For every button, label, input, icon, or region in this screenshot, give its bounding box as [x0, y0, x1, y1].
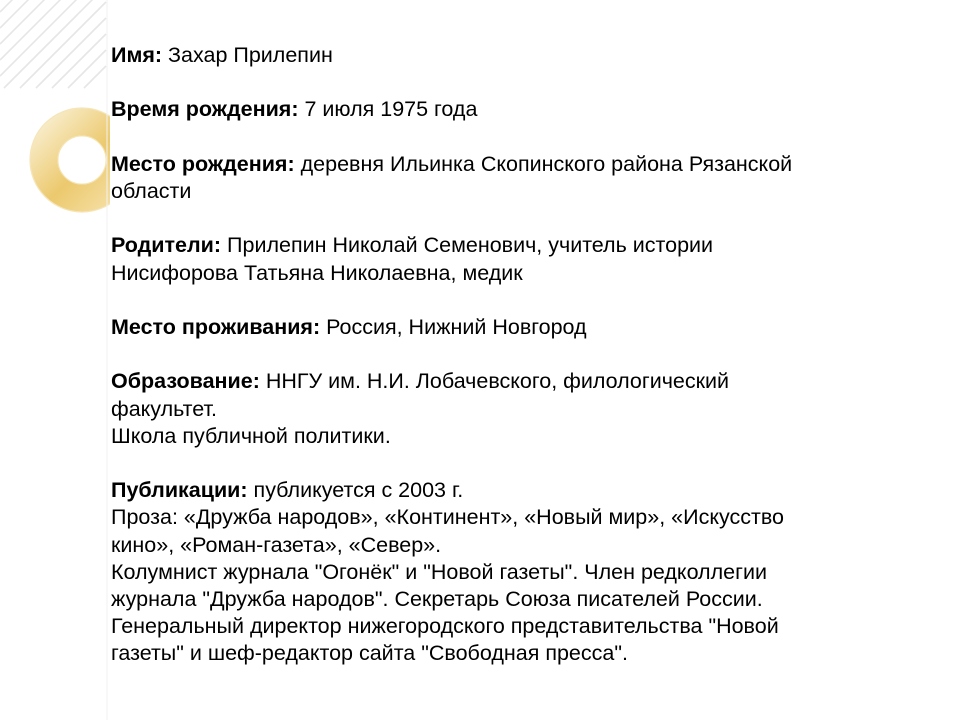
publications-line: кино», «Роман-газета», «Север».	[111, 532, 442, 557]
birth-place-block	[111, 151, 911, 205]
name-block	[111, 42, 911, 69]
education-label: Образование:	[111, 369, 260, 394]
publications-line: газеты" и шеф-редактор сайта "Свободная пресса".	[111, 641, 628, 666]
birth-place-label: Место рождения:	[111, 151, 295, 176]
birth-date-label: Время рождения:	[111, 97, 299, 122]
bio-content	[111, 42, 911, 695]
publications-line: журнала "Дружба народов". Секретарь Союза писателей России.	[111, 586, 763, 611]
birth-date-value: 7 июля 1975 года	[304, 97, 478, 122]
gold-ring-icon	[30, 108, 110, 212]
publications-value: публикуется с 2003 г.	[253, 478, 464, 503]
education-line2: Школа публичной политики.	[111, 423, 391, 448]
stripe-pattern	[0, 0, 106, 88]
parents-block	[111, 232, 911, 286]
parents-mother: Нисифорова Татьяна Николаевна, медик	[111, 260, 523, 285]
residence-value: Россия, Нижний Новгород	[326, 314, 587, 339]
publications-block	[111, 477, 911, 667]
birth-place-value: деревня Ильинка Скопинского района Рязанской	[300, 151, 793, 176]
education-value: ННГУ им. Н.И. Лобачевского, филологический	[265, 369, 730, 394]
publications-line: Проза: «Дружба народов», «Континент», «Новый мир», «Искусство	[111, 505, 784, 530]
name-value: Захар Прилепин	[168, 43, 333, 67]
name-label: Имя:	[111, 43, 163, 67]
birth-place-value-cont: области	[111, 178, 192, 203]
residence-block	[111, 314, 911, 341]
residence-label: Место проживания:	[111, 314, 321, 339]
parents-father: Прилепин Николай Семенович, учитель истории	[227, 233, 714, 258]
birth-date-block	[111, 96, 911, 123]
publications-line: Колумнист журнала "Огонёк" и "Новой газеты". Член редколлегии	[111, 559, 767, 584]
education-value-cont: факультет.	[111, 396, 217, 421]
parents-label: Родители:	[111, 233, 222, 258]
publications-label: Публикации:	[111, 478, 248, 503]
education-block	[111, 368, 911, 450]
publications-line: Генеральный директор нижегородского представительства "Новой	[111, 614, 779, 639]
decorative-ornament	[0, 0, 110, 720]
